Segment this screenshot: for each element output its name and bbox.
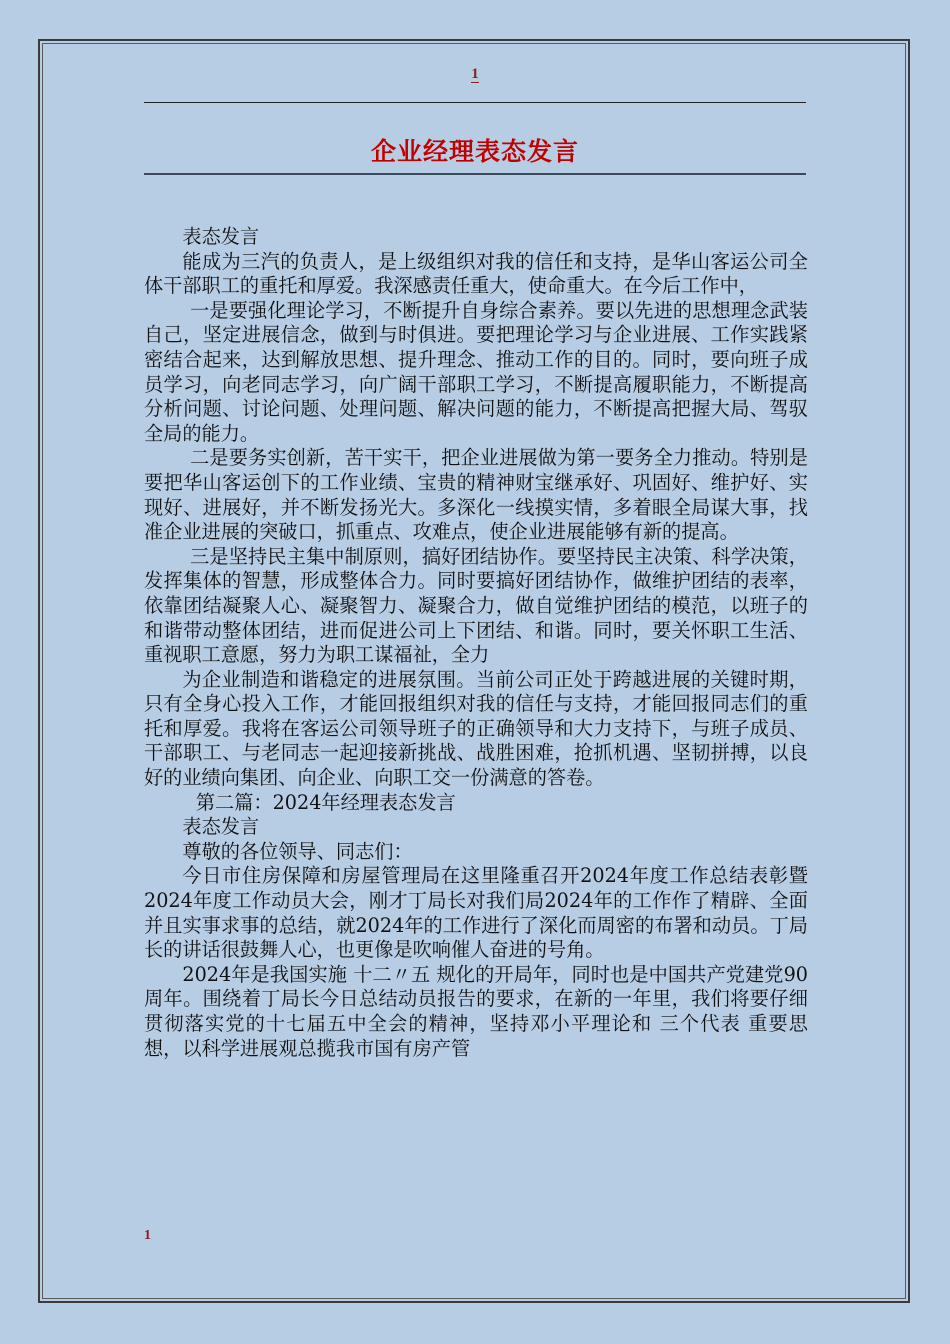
section-heading: 第二篇：2024年经理表态发言 (195, 790, 456, 814)
paragraph: 为企业制造和谐稳定的进展氛围。当前公司正处于跨越进展的关键时期，只有全身心投入工作，才能回报组织对我的信任与支持，才能回报同志们的重托和厚爱。我将在客运公司领导班子的正确领导和大力支持下，与班子成员、干部职工、与老同志一起迎接新挑战、战胜困难，抢抓机遇、坚韧拼搏，以良好的业绩向集团、向企业、向职工交一份满意的答卷。 (144, 667, 808, 790)
paragraph: 表态发言 (182, 815, 260, 839)
paragraph: 三是坚持民主集中制原则，搞好团结协作。要坚持民主决策、科学决策，发挥集体的智慧，形成整体合力。同时要搞好团结协作，做维护团结的表率，依靠团结凝聚人心、凝聚智力、凝聚合力，做自觉维护团结的模范，以班子的和谐带动整体团结，进而促进公司上下团结、和谐。同时，要关怀职工生活、重视职工意愿，努力为职工谋福祉，全力 (144, 544, 808, 667)
paragraph: 能成为三汽的负责人，是上级组织对我的信任和支持，是华山客运公司全体干部职工的重托和厚爱。我深感责任重大，使命重大。在今后工作中， (144, 249, 808, 298)
paragraph: 一是要强化理论学习，不断提升自身综合素养。要以先进的思想理念武装自己，坚定进展信念，做到与时俱进。要把理论学习与企业进展、工作实践紧密结合起来，达到解放思想、提升理念、推动工作的目的。同时，要向班子成员学习，向老同志学习，向广阔干部职工学习，不断提高履职能力，不断提高分析问题、讨论问题、处理问题、解决问题的能力，不断提高把握大局、驾驭全局的能力。 (144, 298, 808, 445)
paragraph: 今日市住房保障和房屋管理局在这里隆重召开2024年度工作总结表彰暨2024年度工作动员大会，刚才丁局长对我们局2024年的工作作了精辟、全面并且实事求事的总结，就2024年的工作进行了深化而周密的布署和动员。丁局长的讲话很鼓舞人心，也更像是吹响催人奋进的号角。 (144, 864, 808, 962)
document-title: 企业经理表态发言 (370, 137, 579, 166)
header-page-number-text: 1 (471, 66, 479, 82)
header-page-number (0, 66, 950, 83)
paragraph: 2024年是我国实施 十二〃五 规化的开局年，同时也是中国共产党建党90周年。围绕着丁局长今日总结动员报告的要求，在新的一年里，我们将要仔细贯彻落实党的十七届五中全会的精神，坚持邓小平理论和 三个代表 重要思想，以科学进展观总揽我市国有房产管 (144, 962, 808, 1060)
paragraph: 表态发言 (182, 225, 260, 248)
paragraph: 尊敬的各位领导、同志们： (182, 839, 413, 863)
document-body (144, 225, 808, 1061)
header-divider (144, 102, 806, 103)
footer-page-number: 1 (144, 1228, 151, 1243)
title-divider (144, 173, 806, 175)
paragraph: 二是要务实创新，苦干实干，把企业进展做为第一要务全力推动。特别是要把华山客运创下的工作业绩、宝贵的精神财宝继承好、巩固好、维护好、实现好、进展好，并不断发扬光大。多深化一线摸实情，多着眼全局谋大事，找准企业进展的突破口，抓重点、攻难点，使企业进展能够有新的提高。 (144, 446, 808, 544)
